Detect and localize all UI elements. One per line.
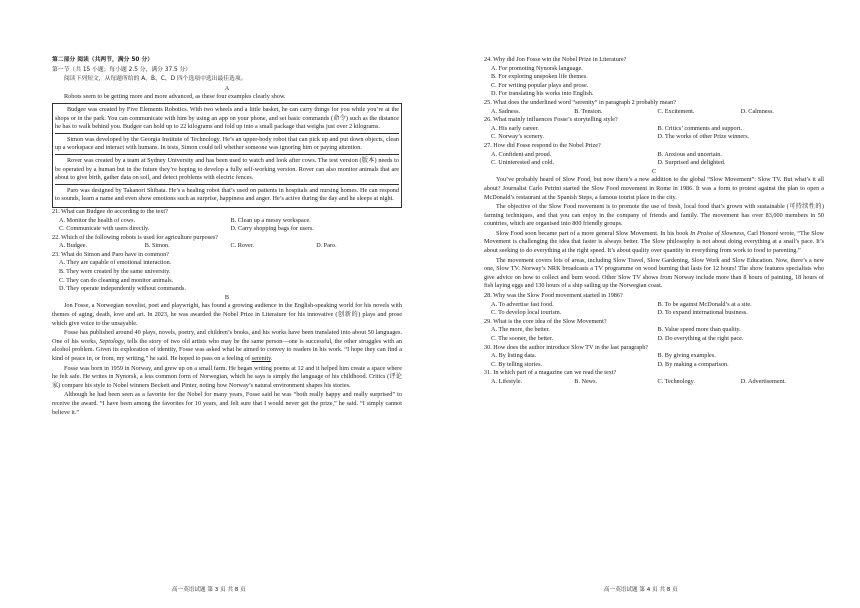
book-title: In Praise of Slowness <box>690 229 745 237</box>
passage-c-label: C <box>651 167 657 175</box>
question-22 <box>52 234 402 251</box>
subsection-heading: 第一节（共 15 小题；每小题 2.5 分，满分 37.5 分） <box>52 66 192 73</box>
passage-a-label: A <box>224 84 230 92</box>
option: B. Simon. <box>144 242 170 250</box>
question-stem: 31. In which part of a magazine can we read the text? <box>484 369 617 377</box>
option: A. His early career. <box>491 124 539 132</box>
passage-b-paragraph-3: Fosse was born in 1959 in Norway, and grew up on a small farm. He began writing poems at 12 and it helped him create a space where he felt safe. He writes in Nynorsk, a less common form of Norwegian, which he says is simply the language of his childhood. Critics (评论家) compare his style to Nobel winners Beckett and Pinter, noting how Norway’s natural environment shapes his stories. <box>52 364 402 389</box>
option: D. Paro. <box>316 242 337 250</box>
option: C. Technology. <box>657 377 695 385</box>
passage-b-label: B <box>224 293 230 301</box>
option: A. For promoting Nynorsk language. <box>491 64 583 72</box>
instruction: 阅读下列短文，从每题所给的 A、B、C、D 四个选项中选出最佳选项。 <box>64 76 247 83</box>
question-stem: 30. How does the author introduce Slow TV in the last paragraph? <box>484 343 649 351</box>
question-stem: 28. Why was the Slow Food movement started in 1986? <box>484 292 623 300</box>
option: B. Tension. <box>574 107 603 115</box>
question-stem: 26. What mainly influences Fosse’s storytelling style? <box>484 116 618 124</box>
option: B. By giving examples. <box>657 352 716 360</box>
passage-b-paragraph-1: Jon Fosse, a Norwegian novelist, poet and playwright, has found a growing audience in the English-speaking world for his novels with themes of aging, death, love and art. In 2023, he was awarded the Nobel Prize in Literature for his innovative (创新的) plays and prose which give voice to the unsayable. <box>52 302 402 327</box>
option: B. Clean up a messy workspace. <box>230 216 311 224</box>
option: C. They can do cleaning and monitor animals. <box>59 276 174 284</box>
question-stem: 29. What is the core idea of the Slow Movement? <box>484 317 607 325</box>
option: C. Rover. <box>230 242 255 250</box>
section-heading: 第二部分 阅读（共两节，满分 50 分） <box>52 57 154 63</box>
question-stem: 24. Why did Jon Fosse win the Nobel Prize in Literature? <box>484 56 627 63</box>
option: A. Budgee. <box>59 242 88 250</box>
option: D. Carry shopping bags for users. <box>230 225 314 233</box>
option: B. Anxious and uncertain. <box>657 150 722 158</box>
book-title: Septology <box>99 337 124 345</box>
option: B. Value speed more than quality. <box>657 326 741 334</box>
right-page-footer: 高一英语试题 第 4 页 共 8 页 <box>604 587 678 593</box>
rover-paragraph: Rover was created by a team at Sydney University and has been used to watch and look after cows. The test version (版本) needs to be operated by a human but in the future they’re hoping to develop a fully self-working version. Rover can also monitor animals that are about to give birth, gather data on soil, and detect problems with electric fences. <box>55 156 399 185</box>
passage-b-paragraph-4: Although he had been seen as a favorite for the Nobel for many years, Fosse said he was “both really happy and really surprised” to receive the award. “I have been among the favorites for 10 years, and felt sure that I would never get the prize,” he said. “I simply cannot believe it.” <box>52 391 402 416</box>
question-stem: 27. How did Fosse respond to the Nobel Prize? <box>484 141 601 149</box>
option: D. Surprised and delighted. <box>657 159 726 167</box>
budgee-paragraph: Budgee was created by Five Elements Robotics. With two wheels and a little basket, he can carry things for you while you’re at the shops or in the park. You can communicate with him by using an app on your phone, and set basic commands (命令) such as the distance he has to walk behind you. Budgee can hold up to 22 kilograms and fold up into a small package that weighs just over 2 kilograms. <box>55 105 399 134</box>
question-stem: 25. What does the underlined word “serenity” in paragraph 2 probably mean? <box>484 98 676 106</box>
option: C. By telling stories. <box>491 360 543 368</box>
question-27 <box>484 142 824 168</box>
option: A. The more, the better. <box>491 326 550 334</box>
right-page <box>484 56 824 387</box>
option: C. Communicate with users directly. <box>59 225 150 233</box>
simon-paragraph: Simon was developed by the Georgia Institute of Technology. He’s an upper-body robot that can pick up and put down objects, clean up a workspace and interact with humans. In tests, Simon could tell whether someone was ignoring him or paying attention. <box>55 135 399 155</box>
option: D. They operate independently without commands. <box>59 285 186 293</box>
option: A. They are capable of emotional interaction. <box>59 259 172 267</box>
option: A. To advertise fast food. <box>491 300 554 308</box>
option: A. Sadness. <box>491 107 521 115</box>
question-stem: 21. What can Budgee do according to the text? <box>52 207 168 215</box>
question-stem: 23. What do Simon and Paro have in common? <box>52 250 169 258</box>
paro-paragraph: Paro was designed by Takanori Shibata. He’s a healing robot that’s used on patients in hospitals and nursing homes. He can respond to sounds, learn a name and even show emotions such as surprise, happiness and anger. He’s active during the day and he sleeps at night. <box>55 186 399 203</box>
question-30 <box>484 344 824 370</box>
option: D. Do everything at the right pace. <box>657 335 744 342</box>
option: A. Confident and proud. <box>491 150 552 158</box>
question-stem: 22. Which of the following robots is used for agriculture purposes? <box>52 233 219 241</box>
passage-c-paragraph-2: The objective of the Slow Food movement is to promote the use of fresh, local food that’s grown with sustainable (可持续性的) farming techniques, and that you can enjoy in the company of friends and family. The movement has over 83,000 members in 50 countries, which are organised into 800 friendly groups. <box>484 203 824 228</box>
option: B. Critics’ comments and support. <box>657 124 742 132</box>
option: B. For exploring unspoken life themes. <box>491 73 588 81</box>
option: B. To be against McDonald’s at a site. <box>657 300 752 308</box>
passage-c-paragraph-4: The movement covers lots of areas, including Slow Travel, Slow Gardening, Slow Work and Slow Education. Now, there’s a new one, Slow TV. Norway’s NRK broadcasts a TV programme on wood burning that lasts for 12 hours! The show features specialists who give advice on how to collect and burn wood. Other Slow TV shows from Norway include more than 8 hours of painting, 18 hours of fish laying eggs and 130 hours of a ship sailing up the Norwegian coast. <box>484 256 824 290</box>
option: C. For writing popular plays and prose. <box>491 81 589 89</box>
left-page-footer: 高一英语试题 第 3 页 共 8 页 <box>172 587 246 593</box>
passage-b-paragraph-2: Fosse has published around 40 plays, novels, poetry, and children’s books, and his works have been translated into about 50 languages. One of his works, Septology, tells the story of two old artists who may be the same person—one is successful, the other struggles with an alcohol problem. Given its exploration of identity, Fosse was asked what he aimed to convey to readers in his work. “I hope they can find a kind of peace in, or from, my writing,” he said. He hoped to pass on a feeling of serenity. <box>52 329 402 362</box>
robot-box <box>52 103 402 208</box>
question-24 <box>484 56 824 99</box>
option: C. Excitement. <box>657 107 695 115</box>
question-26 <box>484 116 824 142</box>
option: D. The works of other Prize winners. <box>657 133 750 141</box>
option: A. By listing data. <box>491 352 537 360</box>
option: C. Norway’s scenery. <box>491 133 544 141</box>
option: C. Uninterested and cold. <box>491 159 555 167</box>
question-21 <box>52 208 402 234</box>
question-23 <box>52 251 402 294</box>
question-25 <box>484 99 824 116</box>
option: D. Advertisement. <box>740 377 786 385</box>
option: D. For translating his works into English. <box>491 90 594 98</box>
left-page <box>52 56 402 418</box>
option: B. They were created by the same university. <box>59 268 171 276</box>
option: A. Monitor the health of cows. <box>59 216 136 224</box>
passage-c-paragraph-3: Slow Food soon became part of a more general Slow Movement. In his book In Praise of Slowness, Carl Honoré wrote, “The Slow Movement is challenging the idea that faster is always better. The Slow philosophy is not about doing everything at a snail’s pace. It’s about seeking to do everything at the right speed. It’s about quality over quantity in everything from work to food to parenting.” <box>484 229 825 255</box>
option: C. To develop local tourism. <box>491 309 562 317</box>
question-31 <box>484 369 824 386</box>
option: A. Lifestyle. <box>491 377 523 385</box>
option: B. News. <box>574 377 598 385</box>
option: D. Calmness. <box>740 107 774 115</box>
question-28 <box>484 292 824 318</box>
option: D. To expand international business. <box>657 309 748 317</box>
option: C. The sooner, the better. <box>491 335 554 342</box>
question-29 <box>484 318 824 344</box>
passage-c-paragraph-1: You’ve probably heard of Slow Food, but now there’s a new addition to the global “Slow Movement”: Slow TV. But what’s it all about? Journalist Carlo Petrini started the Slow Food movement in Rome in 1986. It was a form to protest against the plan to open a McDonald’s restaurant at the Spanish Steps, a famous tourist place in the city. <box>484 176 824 201</box>
passage-a-intro: Robots seem to be getting more and more advanced, as these four examples clearly show. <box>64 93 286 101</box>
underlined-word: serenity <box>251 355 271 362</box>
option: D. By making a comparison. <box>657 360 729 368</box>
